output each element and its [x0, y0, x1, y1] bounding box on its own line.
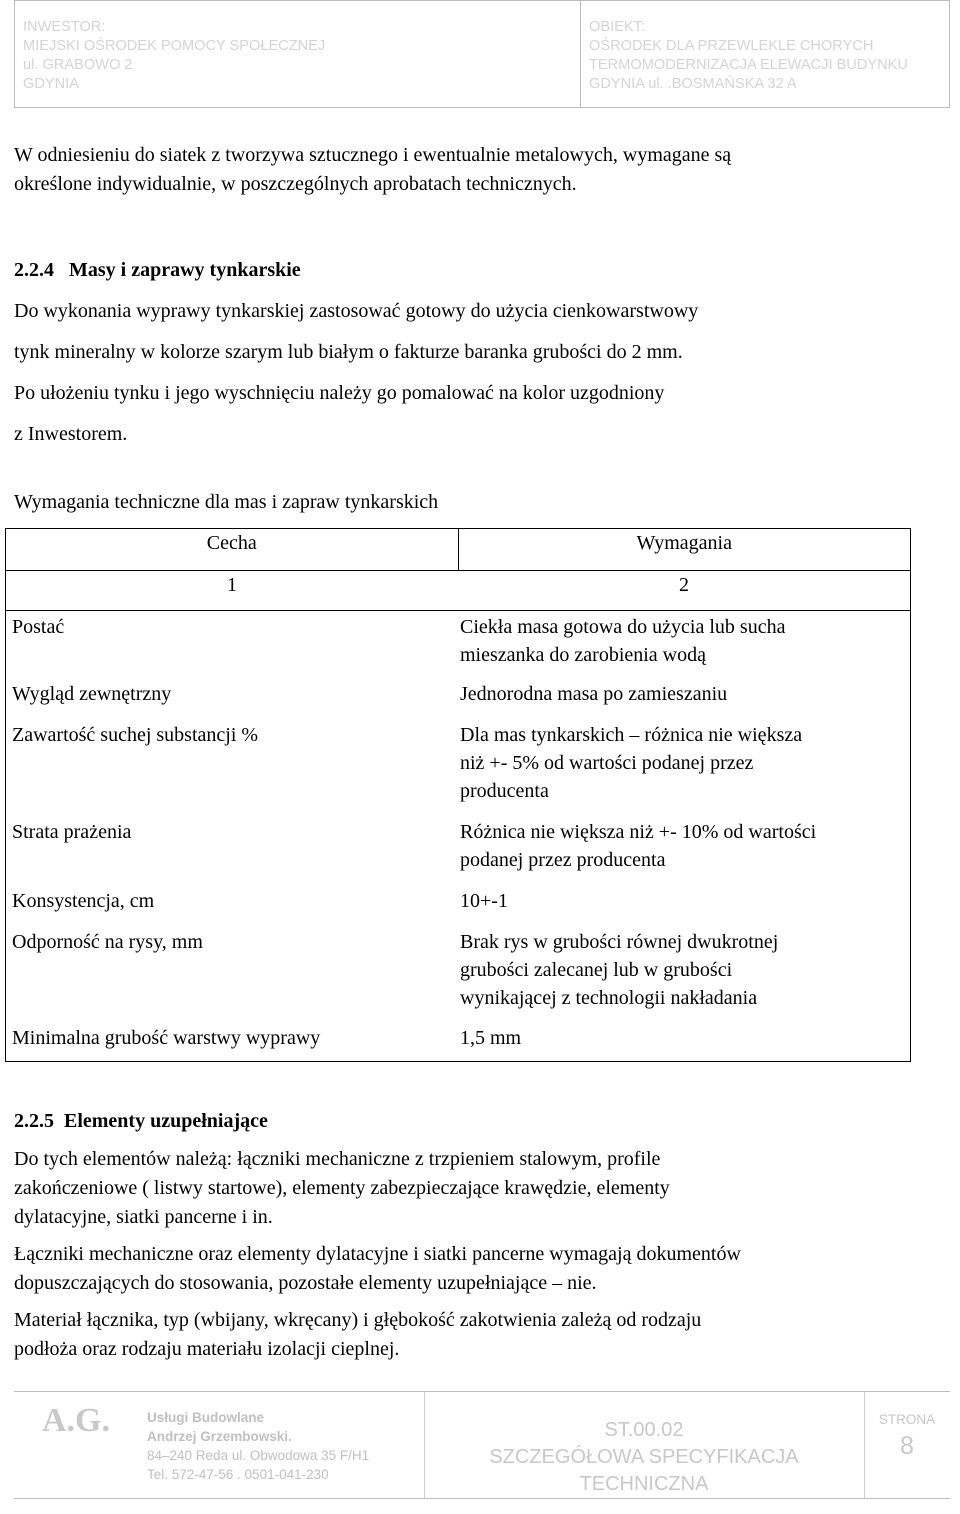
company-logo: A.G. [42, 1402, 110, 1439]
table-number-row [6, 571, 911, 611]
header-cell-requirements: Wymagania [458, 529, 911, 571]
table-row [6, 680, 911, 721]
number-cell: 1 [6, 571, 459, 611]
section-line: Do wykonania wyprawy tynkarskiej zastosować gotowy do użycia cienkowarstwowy [14, 300, 699, 322]
investor-label: INWESTOR: [23, 19, 106, 35]
table-row [6, 928, 911, 1024]
page-label: STRONA [878, 1412, 936, 1427]
table-caption: Wymagania techniczne dla mas i zapraw tynkarskich [14, 491, 439, 513]
requirement-cell: Ciekła masa gotowa do użycia lub sucha mieszanka do zarobienia wodą [458, 611, 911, 680]
table-row [6, 818, 911, 887]
section-224 [14, 250, 698, 455]
requirement-cell: Jednorodna masa po zamieszaniu [458, 680, 911, 721]
table-row [6, 721, 911, 818]
header-cell-feature: Cecha [6, 529, 459, 571]
object-label: OBIEKT: [589, 19, 645, 35]
feature-cell: Wygląd zewnętrzny [6, 680, 459, 721]
page-header [0, 0, 960, 115]
intro-line: określone indywidualnie, w poszczególnych aprobatach technicznych. [14, 173, 577, 195]
company-info: Usługi Budowlane Andrzej Grzembowski. 84–240 Reda ul. Obwodowa 35 F/H1 Tel. 572-47-56 . 0501-041-230 [147, 1410, 370, 1482]
investor-line: MIEJSKI OŚRODEK POMOCY SPOŁECZNEJ [23, 38, 326, 54]
section-225-paragraph: Materiał łącznika, typ (wbijany, wkręcany) i głębokość zakotwienia zależą od rodzaju podłoża oraz rodzaju materiału izolacji cieplnej. [14, 1309, 702, 1360]
object-line: GDYNIA ul. .BOSMAŃSKA 32 A [589, 76, 797, 92]
requirement-cell: Różnica nie większa niż +- 10% od wartości podanej przez producenta [458, 818, 911, 887]
section-225-heading [14, 1107, 268, 1135]
object-block [580, 0, 950, 108]
section-heading: 2.2.4 Masy i zaprawy tynkarskie [14, 259, 301, 281]
section-line: Po ułożeniu tynku i jego wyschnięciu należy go pomalować na kolor uzgodniony [14, 382, 665, 404]
feature-cell: Postać [6, 611, 459, 680]
section-heading: 2.2.5 Elementy uzupełniające [14, 1110, 268, 1132]
table-row [6, 887, 911, 928]
table-row [6, 1024, 911, 1062]
feature-cell: Konsystencja, cm [6, 887, 459, 928]
section-line: tynk mineralny w kolorze szarym lub białym o fakturze baranka grubości do 2 mm. [14, 341, 683, 363]
feature-cell: Strata prażenia [6, 818, 459, 887]
investor-block [14, 0, 580, 108]
table-header-row [6, 529, 911, 571]
section-line: z Inwestorem. [14, 423, 128, 445]
feature-cell: Zawartość suchej substancji % [6, 721, 459, 818]
object-line: TERMOMODERNIZACJA ELEWACJI BUDYNKU [589, 57, 908, 73]
specification-id: ST.00.02 SZCZEGÓŁOWA SPECYFIKACJA TECHNICZNA [489, 1419, 799, 1495]
table-row [6, 611, 911, 680]
feature-cell: Odporność na rysy, mm [6, 928, 459, 1024]
requirement-cell: 1,5 mm [458, 1024, 911, 1062]
investor-line: GDYNIA [23, 76, 79, 92]
requirement-cell: Dla mas tynkarskich – różnica nie większa niż +- 5% od wartości podanej przez producenta [458, 721, 911, 818]
intro-line: W odniesieniu do siatek z tworzywa sztucznego i ewentualnie metalowych, wymagane są [14, 144, 732, 166]
requirement-cell: Brak rys w grubości równej dwukrotnej grubości zalecanej lub w grubości wynikającej z technologii nakładania [458, 928, 911, 1024]
requirement-cell: 10+-1 [458, 887, 911, 928]
object-line: OŚRODEK DLA PRZEWLEKLE CHORYCH [589, 38, 874, 54]
number-cell: 2 [458, 571, 911, 611]
investor-line: ul. GRABOWO 2 [23, 57, 133, 73]
requirements-table [5, 528, 911, 1062]
section-225-paragraph: Do tych elementów należą: łączniki mechaniczne z trzpieniem stalowym, profile zakończeniowe ( listwy startowe), elementy zabezpieczające krawędzie, elementy dylatacyjne, siatki pancerne i in. [14, 1148, 670, 1228]
page-number: 8 [900, 1432, 914, 1460]
intro-paragraph [14, 141, 731, 199]
feature-cell: Minimalna grubość warstwy wyprawy [6, 1024, 459, 1062]
section-225-paragraph: Łączniki mechaniczne oraz elementy dylatacyjne i siatki pancerne wymagają dokumentów dopuszczających do stosowania, pozostałe elementy uzupełniające – nie. [14, 1243, 741, 1294]
page-footer [14, 1391, 950, 1499]
